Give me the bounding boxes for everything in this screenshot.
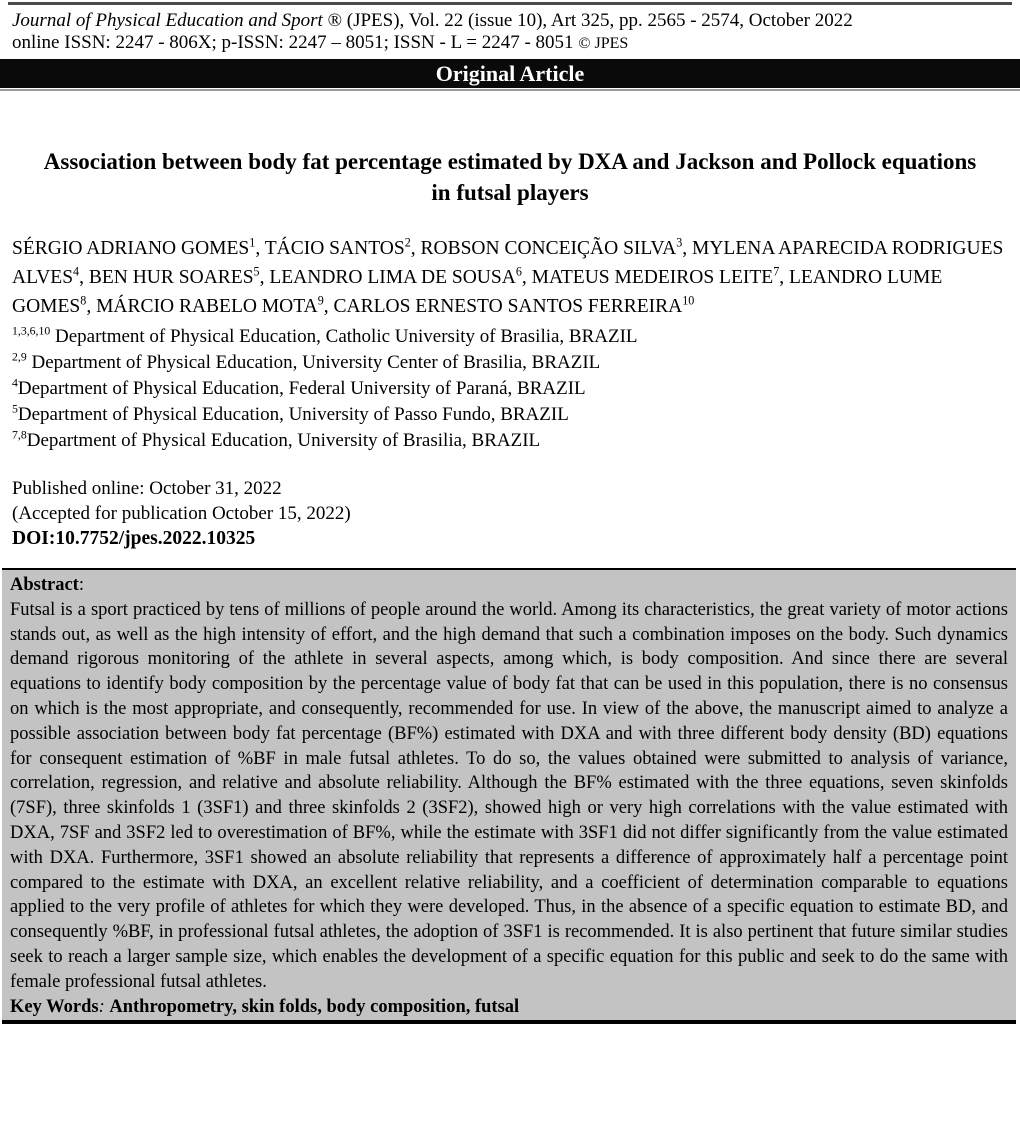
issn-info: online ISSN: 2247 - 806X; p-ISSN: 2247 – 8051; ISSN - L = 2247 - 8051 xyxy=(12,32,579,53)
author-affiliation-ref: 5 xyxy=(253,264,260,279)
affiliation-ref: 2,9 xyxy=(12,350,27,364)
author-affiliation-ref: 9 xyxy=(317,293,324,308)
affiliation-line: $^5$Department of Physical Education, University of Passo Fundo, BRAZIL xyxy=(12,402,569,425)
journal-header-line2 xyxy=(12,32,1008,55)
affiliation-line: $^{2,9}$ Department of Physical Education, University Center of Brasilia, BRAZIL xyxy=(12,350,601,373)
author-name: MÁRCIO RABELO MOTA xyxy=(96,296,318,317)
affiliation-line: $^{7,8}$Department of Physical Education, University of Brasilia, BRAZIL xyxy=(12,428,541,451)
author-affiliation-ref: 6 xyxy=(515,264,522,279)
top-rule xyxy=(8,2,1012,5)
author-affiliation-ref: 7 xyxy=(773,264,780,279)
author-list: SÉRGIO ADRIANO GOMES$^1$, TÁCIO SANTOS$^2$, ROBSON CONCEIÇÃO SILVA$^3$, MYLENA APARECIDA RODRIGUES ALVES$^4$, BEN HUR SOARES$^5$, LEANDRO LIMA DE SOUSA$^6$, MATEUS MEDEIROS LEITE$^7$, LEANDRO LUME GOMES$^8$, MÁRCIO RABELO MOTA$^9$, CARLOS ERNESTO SANTOS FERREIRA$^{10}$ xyxy=(12,235,1004,317)
keywords-colon: : xyxy=(98,996,110,1017)
published-online-line: Published online: October 31, 2022 xyxy=(12,478,282,499)
banner-underline xyxy=(0,89,1020,91)
author-affiliation-ref: 1 xyxy=(249,235,256,250)
author-name: SÉRGIO ADRIANO GOMES xyxy=(12,238,250,259)
abstract-text: Futsal is a sport practiced by tens of millions of people around the world. Among its characteristics, the great variety of motor actions stands out, as well as the high intensity of effort, and the high demand that such a combination imposes on the body. Such dynamics demand rigorous monitoring of the athlete in several aspects, among which, is body composition. And since there are several equations to identify body composition by the percentage value of body fat that can be used in this population, there is no consensus on which is the most appropriate, and consequently, recommended for use. In view of the above, the manuscript aimed to analyze a possible association between body fat percentage (BF%) estimated with DXA and with three different body density (BD) equations for consequent estimation of %BF in male futsal athletes. To do so, the values obtained were submitted to analysis of variance, correlation, regression, and relative and absolute reliability. Although the BF% estimated with the three equations, seven skinfolds (7SF), three skinfolds 1 (3SF1) and three skinfolds 2 (3SF2), showed high or very high correlations with the value estimated with DXA, 7SF and 3SF2 led to overestimation of BF%, while the estimate with 3SF1 did not differ significantly from the value estimated with DXA. Furthermore, 3SF1 showed an absolute reliability that represents a difference of approximately half a percentage point compared to the estimate with DXA, an excellent relative reliability, and a coefficient of determination comparable to equations applied to the very profile of athletes for which they were developed. Thus, in the absence of a specific equation to estimate BD, and consequently %BF, in professional futsal athletes, the adoption of 3SF1 is recommended. It is also pertinent that future similar studies seek to reach a larger sample size, which enables the development of a specific equation for this public and seek to do the same with female professional futsal athletes. xyxy=(10,599,1008,992)
author-name: CARLOS ERNESTO SANTOS FERREIRA xyxy=(333,296,683,317)
keywords-line xyxy=(10,995,1008,1020)
abstract-label-colon: : xyxy=(78,575,84,595)
journal-name: Journal of Physical Education and Sport xyxy=(12,10,323,31)
author-name: BEN HUR SOARES xyxy=(88,267,254,288)
abstract-label: Abstract xyxy=(10,575,79,595)
publication-block xyxy=(12,476,1008,551)
affiliation-ref: 7,8 xyxy=(12,428,27,442)
article-title: Association between body fat percentage estimated by DXA and Jackson and Pollock equations in futsal players xyxy=(43,149,977,205)
author-name: ROBSON CONCEIÇÃO SILVA xyxy=(420,238,677,259)
author-affiliation-ref: 2 xyxy=(404,235,411,250)
abstract-section xyxy=(2,568,1016,1024)
affiliation-ref: 4 xyxy=(12,376,18,390)
accepted-line: (Accepted for publication October 15, 2022) xyxy=(12,503,351,524)
journal-header xyxy=(12,10,1008,55)
author-name: LEANDRO LIMA DE SOUSA xyxy=(269,267,516,288)
keywords-value: Anthropometry, skin folds, body composition, futsal xyxy=(109,996,520,1017)
keywords-label: Key Words xyxy=(10,996,99,1017)
journal-issue-info: ® (JPES), Vol. 22 (issue 10), Art 325, pp. 2565 - 2574, October 2022 xyxy=(322,10,853,31)
author-affiliation-ref: 3 xyxy=(676,235,683,250)
copyright-mark: © JPES xyxy=(578,35,629,52)
journal-header-line1 xyxy=(12,10,1008,32)
doi-line: DOI:10.7752/jpes.2022.10325 xyxy=(12,528,256,549)
affiliation-line: $^4$Department of Physical Education, Federal University of Paraná, BRAZIL xyxy=(12,376,586,399)
author-name: LEANDRO LUME GOMES xyxy=(12,267,943,317)
affiliation-ref: 5 xyxy=(12,402,18,416)
author-affiliation-ref: 10 xyxy=(682,293,695,308)
author-name: MATEUS MEDEIROS LEITE xyxy=(531,267,774,288)
affiliation-list xyxy=(12,324,1008,454)
author-name: TÁCIO SANTOS xyxy=(264,238,405,259)
original-article-banner: Original Article xyxy=(0,59,1020,88)
author-affiliation-ref: 8 xyxy=(80,293,87,308)
author-affiliation-ref: 4 xyxy=(73,264,80,279)
affiliation-ref: 1,3,6,10 xyxy=(12,324,51,338)
affiliation-line: $^{1,3,6,10}$ Department of Physical Education, Catholic University of Brasilia, BRAZIL xyxy=(12,324,638,347)
abstract-heading xyxy=(10,573,1008,598)
author-name: MYLENA APARECIDA RODRIGUES ALVES xyxy=(12,238,1004,288)
